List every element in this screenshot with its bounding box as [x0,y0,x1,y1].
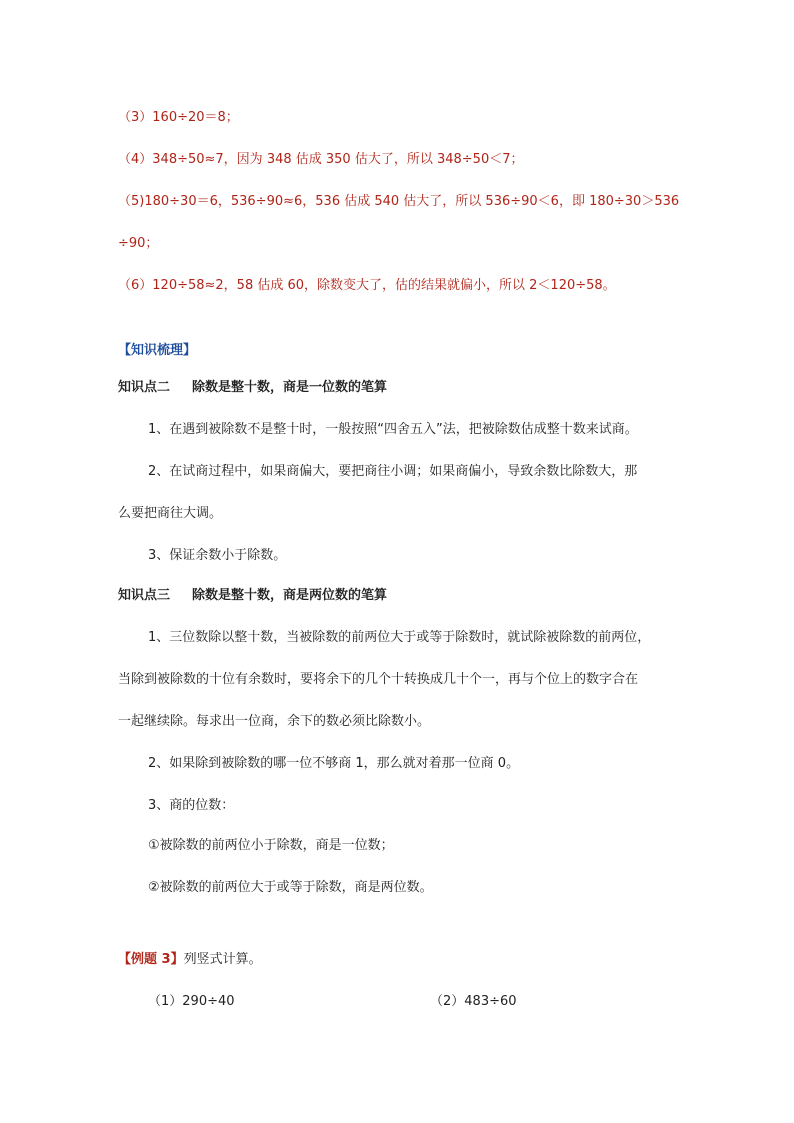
kp2-item-1: 1、在遇到被除数不是整十时，一般按照“四舍五入”法，把被除数估成整十数来试商。 [148,422,638,437]
example-instruction: 列竖式计算。 [183,952,262,967]
answer-line-5-cont: ÷90； [118,236,159,251]
kp2-label: 知识点二 [118,380,171,395]
kp3-subitem-1: ①被除数的前两位小于除数，商是一位数； [148,838,394,853]
kp2-heading [118,378,387,398]
answer-line-5: （5)180÷30＝6，536÷90≈6，536 估成 540 估大了，所以 536÷90＜6，即 180÷30＞536 [118,194,680,209]
kp3-subitem-2: ②被除数的前两位大于或等于除数，商是两位数。 [148,880,433,895]
answer-line-6: （6）120÷58≈2，58 估成 60，除数变大了，估的结果就偏小，所以 2＜120÷58。 [118,278,616,293]
kp2-item-2-cont: 么要把商往大调。 [118,506,223,521]
answer-line-3: （3）160÷20＝8； [118,110,239,125]
kp3-heading [118,586,387,606]
section-heading: 【知识梳理】 [118,343,197,358]
kp3-item-1: 1、三位数除以整十数，当被除数的前两位大于或等于除数时，就试除被除数的前两位， [148,630,651,645]
answer-line-4: （4）348÷50≈7，因为 348 估成 350 估大了，所以 348÷50＜7； [118,152,524,167]
kp3-title: 除数是整十数，商是两位数的笔算 [192,588,388,603]
example-problem-2: （2）483÷60 [430,994,517,1009]
example-label: 【例题 3】 [118,952,184,967]
kp3-item-2: 2、如果除到被除数的哪一位不够商 1，那么就对着那一位商 0。 [148,756,520,771]
kp3-item-1-cont-b: 一起继续除。每求出一位商，余下的数必须比除数小。 [118,714,431,729]
kp3-label: 知识点三 [118,588,171,603]
kp3-item-1-cont-a: 当除到被除数的十位有余数时，要将余下的几个十转换成几十个一，再与个位上的数字合在 [118,672,639,687]
kp3-item-3: 3、商的位数： [148,798,235,813]
example-problem-1: （1）290÷40 [148,994,235,1009]
kp2-item-3: 3、保证余数小于除数。 [148,548,287,563]
example-heading [118,950,262,970]
kp2-item-2: 2、在试商过程中，如果商偏大，要把商往小调；如果商偏小，导致余数比除数大，那 [148,464,638,479]
kp2-title: 除数是整十数，商是一位数的笔算 [192,380,388,395]
